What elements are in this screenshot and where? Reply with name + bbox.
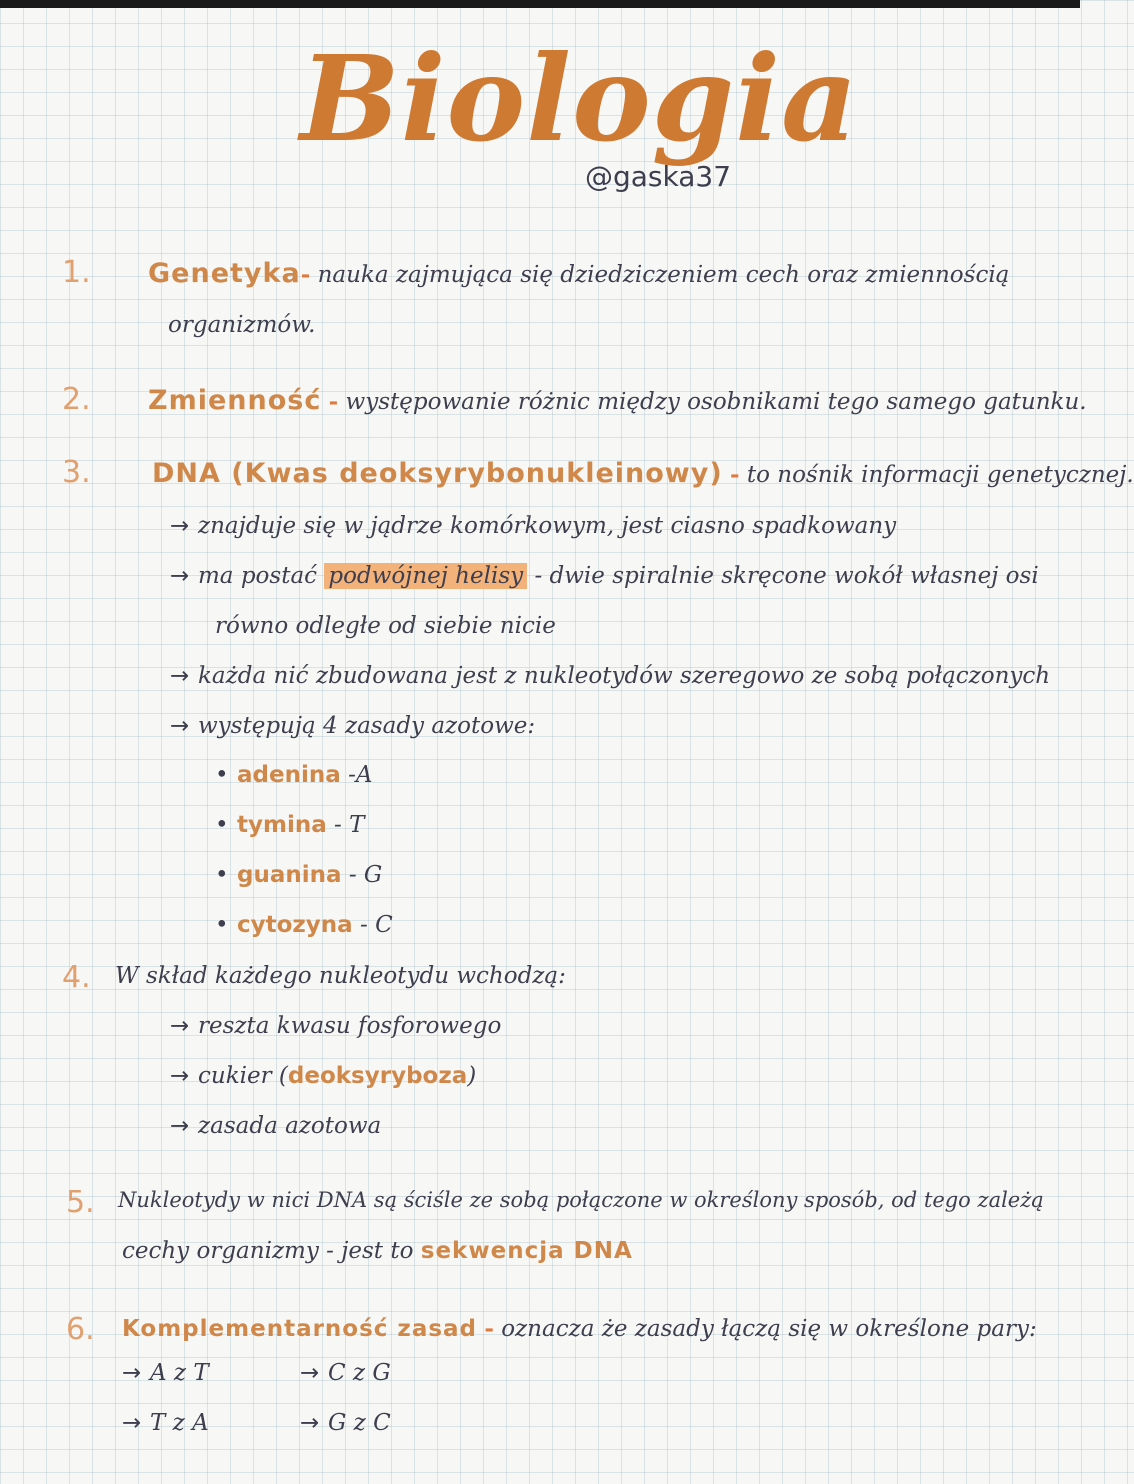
nukleotyd-item-2	[170, 1063, 476, 1089]
arrow-icon: →	[170, 663, 190, 689]
section-5-line-2	[122, 1238, 633, 1264]
term-komplementarnosc: Komplementarność zasad	[122, 1316, 478, 1342]
scan-top-edge	[0, 0, 1080, 8]
dna-bullet-1-text: znajduje się w jądrze komórkowym, jest ciasno spadkowany	[198, 513, 897, 539]
dna-bullet-2-pre: ma postać	[198, 563, 318, 589]
arrow-icon: →	[122, 1410, 142, 1436]
page-title: Biologia	[300, 29, 859, 168]
base-tymina	[215, 812, 364, 838]
section-4-line: W skład każdego nukleotydu wchodzą:	[115, 963, 566, 989]
base-adenina	[215, 762, 372, 788]
nukleotyd-item-3-text: zasada azotowa	[198, 1113, 382, 1139]
pair-text: G z C	[328, 1410, 391, 1436]
section-1-text: nauka zajmująca się dziedziczeniem cech oraz zmiennością	[317, 262, 1010, 288]
bullet-icon: •	[215, 912, 229, 938]
author-handle: @gaska37	[585, 160, 732, 193]
dna-bullet-3	[170, 663, 1050, 689]
dna-bullet-2-continued: równo odległe od siebie nicie	[215, 613, 556, 639]
section-1-line-1	[148, 258, 1009, 289]
arrow-icon: →	[170, 563, 190, 589]
dna-bullet-1	[170, 513, 896, 539]
section-6-text: oznacza że zasady łączą się w określone pary:	[501, 1316, 1037, 1342]
section-1-line-2: organizmów.	[168, 312, 316, 338]
pair-text: A z T	[150, 1360, 209, 1386]
nukleotyd-item-3	[170, 1113, 381, 1139]
section-3-number: 3.	[62, 455, 91, 490]
section-6-number: 6.	[66, 1312, 95, 1347]
arrow-icon: →	[170, 713, 190, 739]
bullet-icon: •	[215, 812, 229, 838]
pair-text: C z G	[328, 1360, 391, 1386]
base-name: adenina	[237, 762, 341, 788]
section-5-line-1: Nukleotydy w nici DNA są ściśle ze sobą połączone w określony sposób, od tego zależą	[118, 1188, 1044, 1212]
section-2-text: występowanie różnic między osobnikami tego samego gatunku.	[345, 389, 1087, 415]
pair-row-2-left	[122, 1410, 209, 1436]
arrow-icon: →	[300, 1360, 320, 1386]
term-deoksyryboza: deoksyryboza	[287, 1063, 468, 1089]
dash: -	[484, 1315, 494, 1342]
dna-bullet-2-post: - dwie spiralnie skręcone wokół własnej osi	[534, 563, 1039, 589]
base-name: guanina	[237, 862, 342, 888]
pair-row-1-left	[122, 1360, 209, 1386]
term-genetyka: Genetyka	[148, 258, 301, 289]
dna-bullet-4-text: występują 4 zasady azotowe:	[198, 713, 536, 739]
pair-row-1-right	[300, 1360, 391, 1386]
section-2-number: 2.	[62, 382, 91, 417]
nukleotyd-item-1-text: reszta kwasu fosforowego	[198, 1013, 502, 1039]
base-name: tymina	[237, 812, 327, 838]
section-3-text: to nośnik informacji genetycznej.	[746, 462, 1134, 488]
base-guanina	[215, 862, 382, 888]
term-zmiennosc: Zmienność	[148, 385, 322, 416]
section-1-number: 1.	[62, 255, 91, 290]
dash: -	[300, 261, 311, 288]
pair-text: T z A	[150, 1410, 209, 1436]
highlight-podwojnej-helisy: podwójnej helisy	[324, 563, 527, 589]
dna-bullet-3-text: każda nić zbudowana jest z nukleotydów szeregowo ze sobą połączonych	[198, 663, 1051, 689]
arrow-icon: →	[122, 1360, 142, 1386]
dna-bullet-4	[170, 713, 535, 739]
term-sekwencja-dna: sekwencja DNA	[420, 1238, 633, 1264]
term-dna: DNA (Kwas deoksyrybonukleinowy)	[152, 458, 723, 489]
base-cytozyna	[215, 912, 393, 938]
base-code: - C	[360, 912, 393, 938]
base-code: -A	[348, 762, 373, 788]
section-3-line	[152, 458, 1134, 489]
nukleotyd-item-1	[170, 1013, 501, 1039]
arrow-icon: →	[170, 513, 190, 539]
section-5-number: 5.	[66, 1185, 95, 1220]
section-4-number: 4.	[62, 960, 91, 995]
nukleotyd-item-2-pre: cukier (	[198, 1063, 288, 1089]
arrow-icon: →	[300, 1410, 320, 1436]
pair-row-2-right	[300, 1410, 391, 1436]
arrow-icon: →	[170, 1113, 190, 1139]
base-name: cytozyna	[237, 912, 353, 938]
bullet-icon: •	[215, 862, 229, 888]
section-5-text: cechy organizmy - jest to	[122, 1238, 414, 1264]
base-code: - T	[334, 812, 365, 838]
section-2-line	[148, 385, 1087, 416]
dash: -	[730, 461, 740, 488]
dash: -	[328, 388, 339, 415]
section-6-line	[122, 1315, 1037, 1342]
arrow-icon: →	[170, 1063, 190, 1089]
arrow-icon: →	[170, 1013, 190, 1039]
bullet-icon: •	[215, 762, 229, 788]
base-code: - G	[348, 862, 383, 888]
nukleotyd-item-2-post: )	[467, 1063, 477, 1089]
dna-bullet-2	[170, 563, 1039, 589]
